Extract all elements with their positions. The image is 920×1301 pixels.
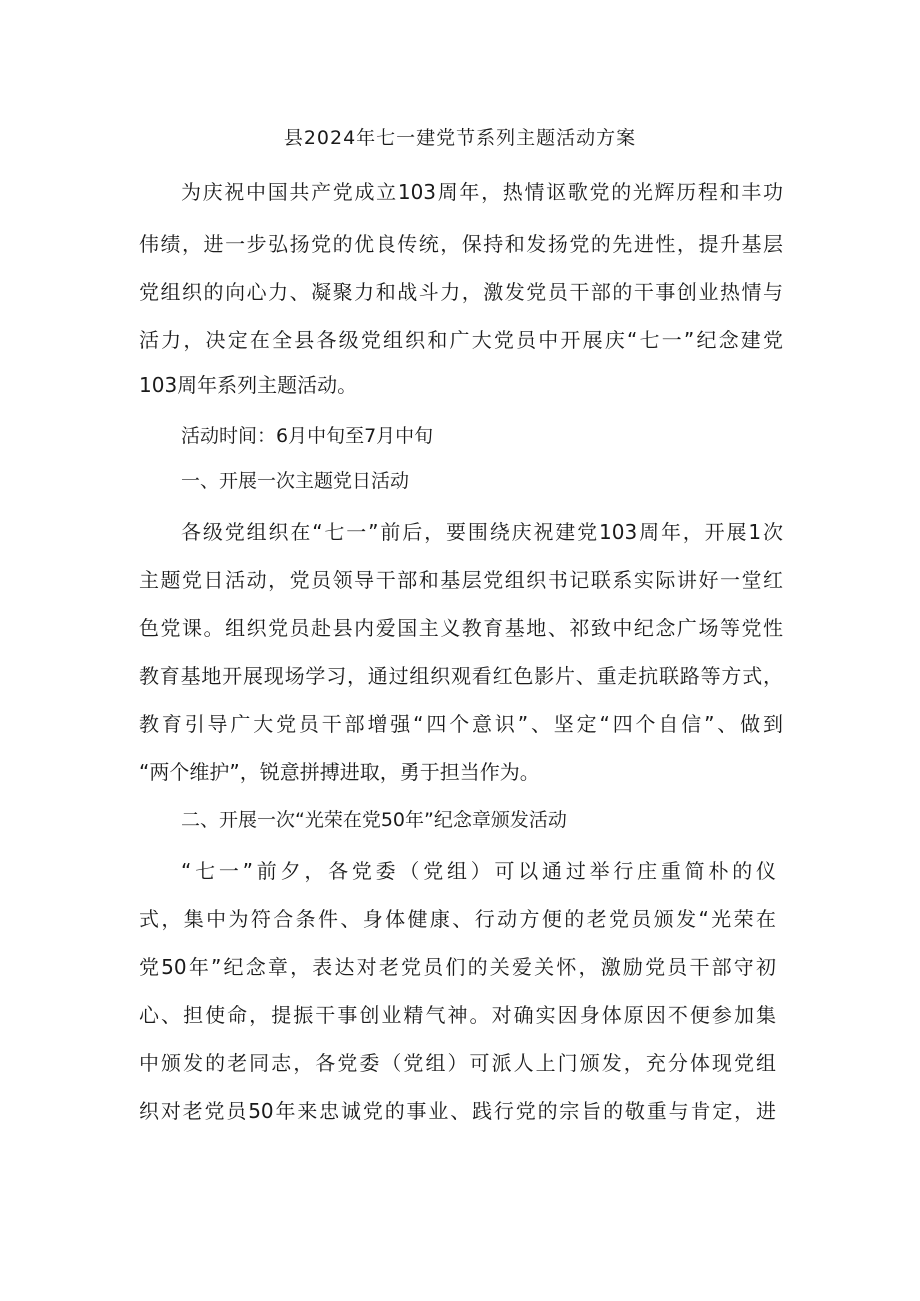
section1-line-2: 主题党日活动，党员领导干部和基层党组织书记联系实际讲好一堂红 — [139, 568, 783, 592]
section1-line-5: 教育引导广大党员干部增强“四个意识”、坚定“四个自信”、做到 — [139, 712, 783, 736]
section2-line-3: 党50年”纪念章，表达对老党员们的关爱关怀，激励党员干部守初 — [139, 955, 776, 979]
section2-line-4: 心、担使命，提振干事创业精气神。对确实因身体原因不便参加集 — [139, 1003, 776, 1027]
intro-line-1: 为庆祝中国共产党成立103周年，热情讴歌党的光辉历程和丰功 — [181, 180, 783, 204]
section2-line-5: 中颁发的老同志，各党委（党组）可派人上门颁发，充分体现党组 — [139, 1051, 776, 1075]
intro-line-2: 伟绩，进一步弘扬党的优良传统，保持和发扬党的先进性，提升基层 — [139, 232, 783, 256]
section2-line-6: 织对老党员50年来忠诚党的事业、践行党的宗旨的敬重与肯定，进 — [139, 1099, 776, 1123]
section2-line-2: 式，集中为符合条件、身体健康、行动方便的老党员颁发“光荣在 — [139, 907, 776, 931]
section1-line-6: “两个维护”，锐意拼搏进取，勇于担当作为。 — [139, 760, 540, 784]
activity-time: 活动时间：6月中旬至7月中旬 — [181, 425, 434, 447]
section1-line-3: 色党课。组织党员赴县内爱国主义教育基地、祁致中纪念广场等党性 — [139, 616, 783, 640]
document-title: 县2024年七一建党节系列主题活动方案 — [283, 127, 637, 149]
section1-heading: 一、开展一次主题党日活动 — [181, 470, 410, 492]
section1-line-4: 教育基地开展现场学习，通过组织观看红色影片、重走抗联路等方式， — [139, 664, 783, 688]
section2-heading: 二、开展一次“光荣在党50年”纪念章颁发活动 — [181, 809, 567, 831]
intro-line-3: 党组织的向心力、凝聚力和战斗力，激发党员干部的干事创业热情与 — [139, 280, 783, 304]
intro-line-5: 103周年系列主题活动。 — [139, 373, 358, 397]
section2-line-1: “七一”前夕，各党委（党组）可以通过举行庄重简朴的仪 — [181, 859, 776, 883]
section1-line-1: 各级党组织在“七一”前后，要围绕庆祝建党103周年，开展1次 — [181, 520, 783, 544]
intro-line-4: 活力，决定在全县各级党组织和广大党员中开展庆“七一”纪念建党 — [139, 328, 783, 352]
